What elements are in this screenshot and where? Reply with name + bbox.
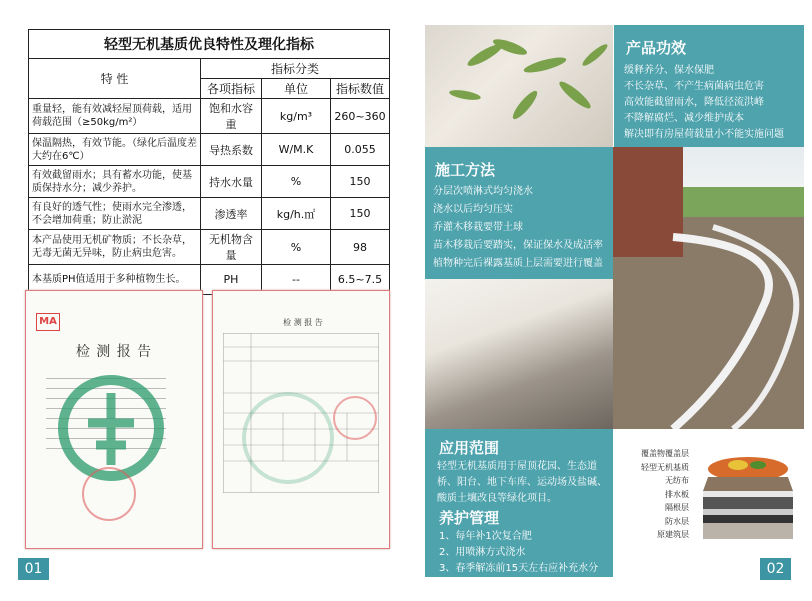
- table-row: 保温隔热，有效节能。（绿化后温度差大约在6℃） 导热系数 W/M.K 0.055: [29, 134, 390, 166]
- red-stamp: [82, 467, 136, 521]
- construction-title: 施工方法: [435, 161, 496, 179]
- photo-plants-on-substrate: [425, 25, 613, 147]
- layer-label: 覆盖物覆盖层: [641, 449, 689, 458]
- layer-label: 原建筑层: [657, 530, 689, 539]
- header-category: 指标分类: [201, 59, 390, 79]
- page-number-left: 01: [18, 558, 49, 580]
- ma-seal: MA: [36, 313, 60, 331]
- construction-line: 乔灌木移栽要带土球: [433, 222, 523, 233]
- application-text: 轻型无机基质用于屋顶花园、生态道桥、阳台、地下车库、运动场及盐碱、酸质土壤改良等绿化项目。: [437, 461, 607, 504]
- table-row: 有良好的透气性；使雨水完全渗透，不会增加荷重；防止淤泥 渗透率 kg/h.㎡ 150: [29, 198, 390, 230]
- effects-line: 解决即有房屋荷载量小不能实施问题: [624, 129, 784, 140]
- effects-line: 高效能截留雨水，降低径流洪峰: [624, 97, 764, 108]
- report-title: 检 测 报 告: [283, 318, 323, 327]
- layer-label: 隔根层: [665, 503, 689, 512]
- red-stamp: [333, 396, 377, 440]
- header-value: 指标数值: [331, 79, 390, 99]
- photo-rooftop-garden: [613, 147, 804, 429]
- construction-panel: [425, 147, 613, 279]
- application-panel: [425, 429, 613, 577]
- layer-label: 排水板: [665, 489, 689, 499]
- table-row: 本基质PH值适用于多种植物生长。 PH -- 6.5~7.5: [29, 265, 390, 295]
- header-feature: 特 性: [29, 59, 201, 99]
- maintenance-line: 1、每年补1次复合肥: [439, 531, 532, 542]
- photo-substrate-granules: [425, 279, 613, 429]
- construction-line: 浇水以后均匀压实: [433, 204, 513, 215]
- effects-line: 不降解腐烂、减少维护成本: [624, 113, 744, 124]
- certification-watermark: [233, 383, 343, 493]
- layer-label: 防水层: [665, 516, 689, 526]
- maintenance-line: 2、用喷淋方式浇水: [439, 547, 526, 558]
- table-title: 轻型无机基质优良特性及理化指标: [29, 30, 390, 59]
- application-title: 应用范围: [439, 439, 500, 457]
- spec-table: [28, 29, 390, 295]
- effects-line: 不长杂草、不产生病菌病虫危害: [624, 81, 764, 92]
- construction-line: 植物种完后裸露基质上层需要进行覆盖: [433, 258, 603, 269]
- report-title: 检 测 报 告: [75, 344, 153, 360]
- layer-label: 轻型无机基质: [641, 462, 689, 472]
- page-number-right: 02: [760, 558, 791, 580]
- effects-line: 缓释养分、保水保肥: [624, 65, 714, 76]
- maintenance-title: 养护管理: [439, 509, 500, 527]
- effects-title: 产品功效: [626, 39, 687, 57]
- effects-panel: [614, 25, 804, 147]
- layer-label: 无纺布: [665, 476, 689, 485]
- table-row: 重量轻，能有效减轻屋顶荷载，适用荷载范围（≥50kg/m²） 饱和水容重 kg/m³ 260~360: [29, 99, 390, 134]
- table-row: 本产品使用无机矿物质；不长杂草，无毒无菌无异味，防止病虫危害。 无机物含量 % 98: [29, 230, 390, 265]
- header-unit: 单位: [262, 79, 331, 99]
- table-row: 有效截留雨水；具有蓄水功能，使基质保持水分；减少养护。 持水水量 % 150: [29, 166, 390, 198]
- header-item: 各项指标: [201, 79, 262, 99]
- construction-line: 苗木移栽后要踏实，保证保水及成活率: [433, 240, 603, 251]
- test-report-page: [212, 290, 390, 549]
- layer-diagram: [613, 429, 804, 577]
- construction-line: 分层次喷淋式均匀浇水: [433, 186, 533, 197]
- test-report-cover: [25, 290, 203, 549]
- maintenance-line: 3、春季解冻前15天左右应补充水分: [439, 563, 599, 574]
